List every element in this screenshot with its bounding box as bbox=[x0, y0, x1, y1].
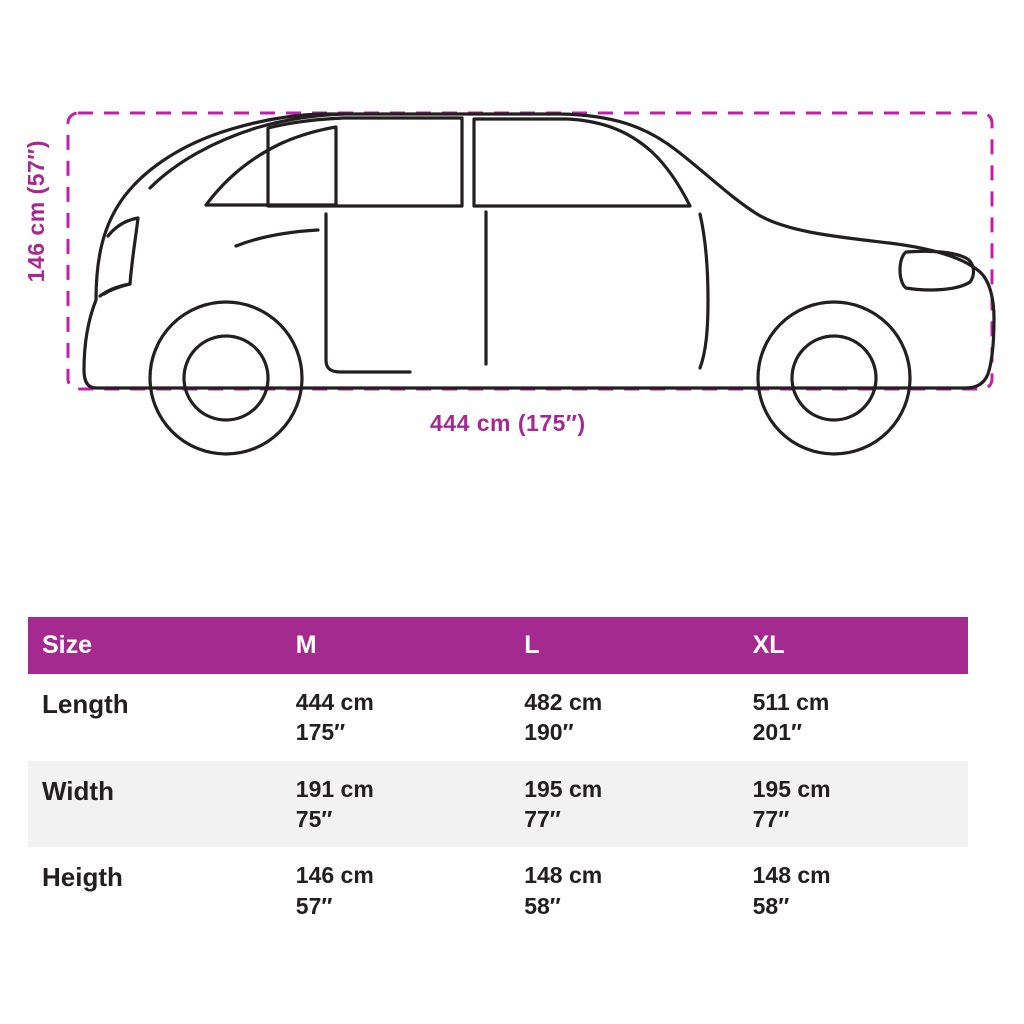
rear-wheel-outer bbox=[758, 302, 910, 454]
cell-width-m bbox=[282, 761, 510, 848]
value-inch: 190″ bbox=[524, 719, 574, 746]
rear-quarter-line bbox=[700, 214, 708, 368]
suv-side-silhouette bbox=[84, 114, 994, 454]
cell-heigth-xl bbox=[739, 847, 968, 934]
value-inch: 77″ bbox=[524, 806, 561, 833]
cell-length-xl bbox=[739, 674, 968, 761]
value-cm: 444 cm bbox=[295, 689, 374, 715]
value-inch: 75″ bbox=[295, 806, 333, 833]
tail-lamp bbox=[900, 251, 973, 290]
value-cm: 511 cm bbox=[752, 689, 830, 715]
value-inch: 58″ bbox=[524, 892, 561, 919]
cell-heigth-m bbox=[282, 847, 510, 934]
table-row bbox=[28, 761, 968, 848]
row-label-heigth: Heigth bbox=[42, 862, 123, 893]
table-row bbox=[28, 674, 968, 761]
second-window bbox=[268, 118, 462, 206]
column-header-size: Size bbox=[28, 617, 282, 674]
table-header-row bbox=[28, 617, 968, 674]
cell-length-m bbox=[282, 674, 510, 761]
column-header-m: M bbox=[282, 617, 510, 674]
column-header-l: L bbox=[510, 617, 738, 674]
front-wheel-inner bbox=[184, 336, 268, 420]
front-bumper-line bbox=[104, 284, 130, 294]
value-cm: 191 cm bbox=[295, 775, 374, 802]
table-row bbox=[28, 847, 968, 934]
height-dimension-label: 146 cm (57″) bbox=[23, 140, 49, 283]
length-dimension-label: 444 cm (175″) bbox=[430, 410, 586, 436]
cell-width-l bbox=[510, 761, 738, 848]
row-label-width: Width bbox=[28, 761, 282, 848]
value-cm: 148 cm bbox=[752, 862, 831, 889]
table-header bbox=[28, 617, 968, 674]
column-header-xl: XL bbox=[739, 617, 968, 674]
size-chart-table bbox=[28, 617, 968, 934]
rear-side-window bbox=[474, 119, 690, 206]
row-label-length: Length bbox=[42, 689, 129, 719]
value-cm: 148 cm bbox=[524, 862, 603, 889]
value-cm: 146 cm bbox=[295, 862, 374, 889]
table-body bbox=[28, 674, 968, 934]
value-inch: 58″ bbox=[752, 892, 790, 919]
value-cm: 195 cm bbox=[752, 775, 831, 802]
value-inch: 201″ bbox=[752, 719, 803, 746]
body-outline bbox=[84, 114, 994, 388]
mirror-line bbox=[236, 230, 318, 246]
cell-heigth-l bbox=[510, 847, 738, 934]
value-inch: 77″ bbox=[752, 806, 790, 833]
value-inch: 57″ bbox=[295, 892, 333, 919]
front-door-line bbox=[326, 214, 410, 372]
value-cm: 195 cm bbox=[524, 775, 603, 802]
cover-bounding-box bbox=[68, 113, 992, 389]
front-wheel-outer bbox=[150, 302, 302, 454]
cell-width-xl bbox=[739, 761, 968, 848]
rear-wheel-inner bbox=[792, 336, 876, 420]
value-inch: 175″ bbox=[295, 719, 346, 746]
cell-length-l bbox=[510, 674, 738, 761]
value-cm: 482 cm bbox=[524, 689, 603, 715]
